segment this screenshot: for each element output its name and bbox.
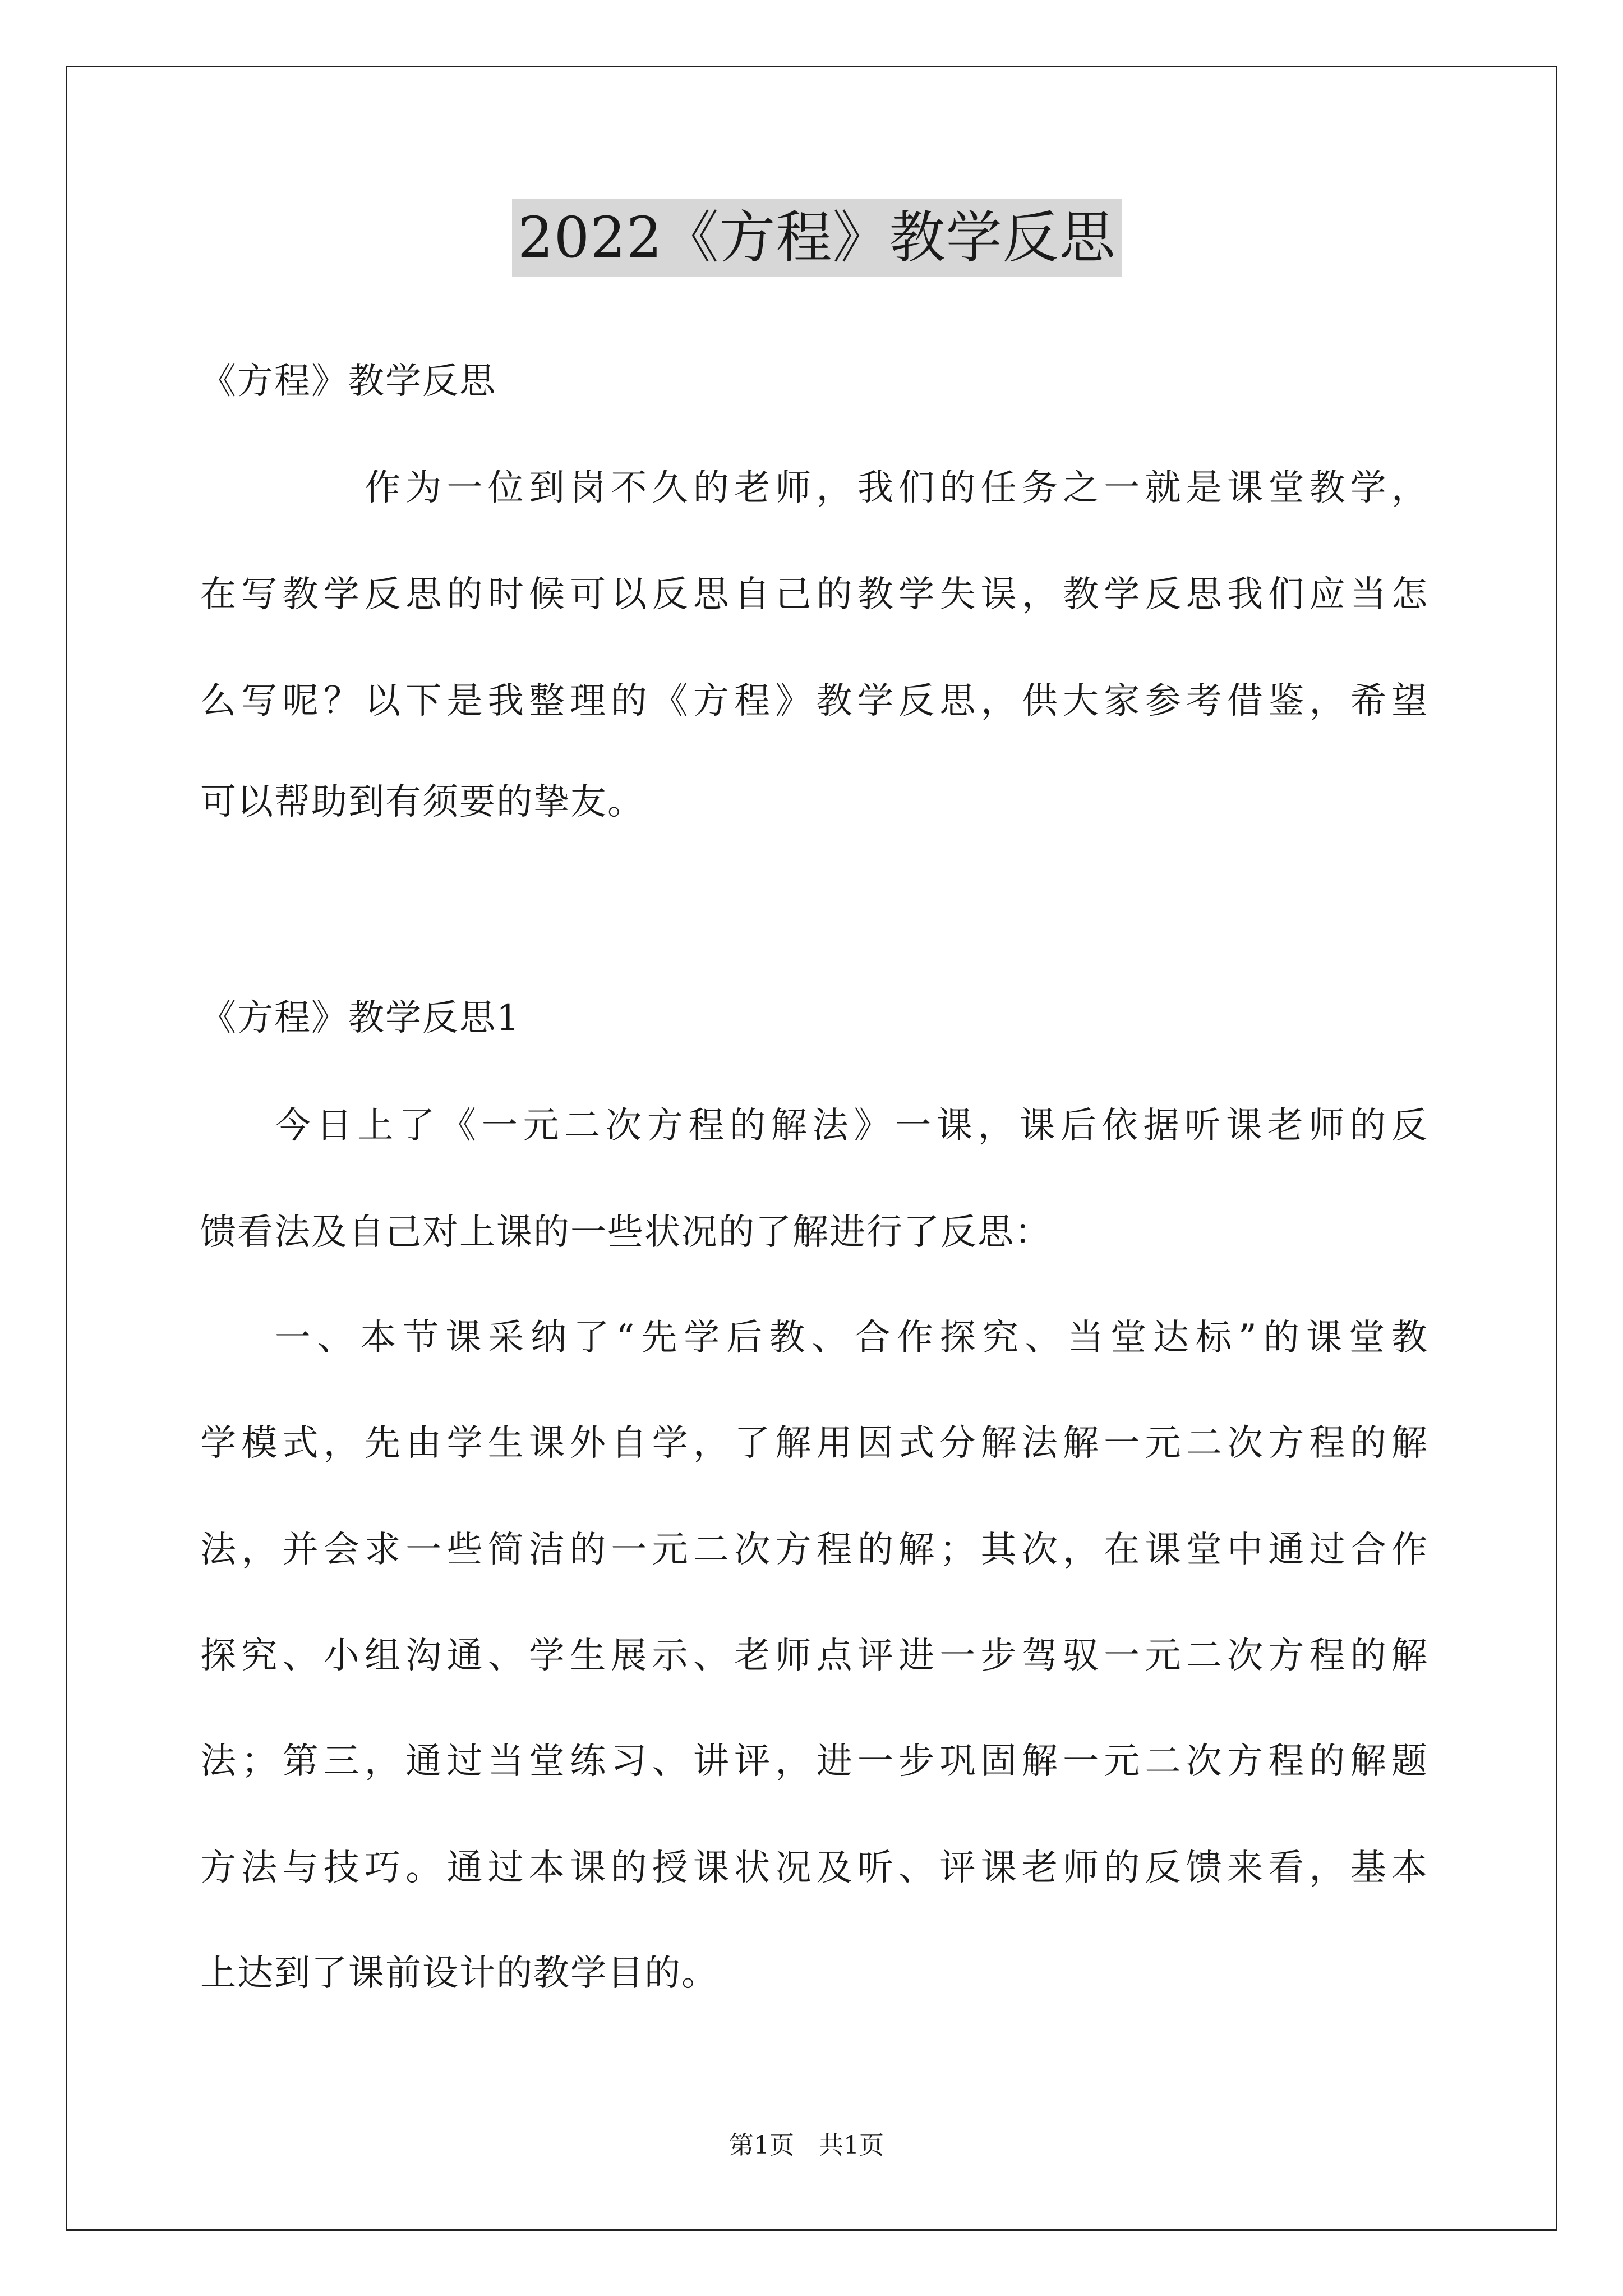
paragraph-line: 学模式，先由学生课外自学，了解用因式分解法解一元二次方程的解 [200, 1423, 1428, 1464]
intro-line: 么写呢？以下是我整理的《方程》教学反思，供大家参考借鉴，希望 [200, 680, 1428, 722]
intro-heading: 《方程》教学反思 [200, 361, 496, 402]
paragraph-line: 一、本节课采纳了“先学后教、合作探究、当堂达标”的课堂教 [275, 1317, 1428, 1359]
paragraph-line: 方法与技巧。通过本课的授课状况及听、评课老师的反馈来看，基本 [200, 1847, 1428, 1889]
intro-line: 可以帮助到有须要的挚友。 [200, 781, 644, 823]
page-number: 第1页 共1页 [729, 2131, 884, 2160]
section-heading: 《方程》教学反思1 [200, 997, 520, 1039]
intro-line: 在写教学反思的时候可以反思自己的教学失误，教学反思我们应当怎 [200, 574, 1428, 615]
paragraph-line: 法，并会求一些简洁的一元二次方程的解；其次，在课堂中通过合作 [200, 1529, 1428, 1571]
paragraph-line: 探究、小组沟通、学生展示、老师点评进一步驾驭一元二次方程的解 [200, 1635, 1428, 1677]
intro-line: 作为一位到岗不久的老师，我们的任务之一就是课堂教学， [365, 467, 1428, 509]
document-title: 2022《方程》教学反思 [512, 199, 1122, 277]
paragraph-line: 上达到了课前设计的教学目的。 [200, 1953, 718, 1994]
paragraph-line: 今日上了《一元二次方程的解法》一课，课后依据听课老师的反 [275, 1105, 1428, 1147]
paragraph-line: 法；第三，通过当堂练习、讲评，进一步巩固解一元二次方程的解题 [200, 1741, 1428, 1782]
paragraph-line: 馈看法及自己对上课的一些状况的了解进行了反思： [200, 1212, 1052, 1253]
